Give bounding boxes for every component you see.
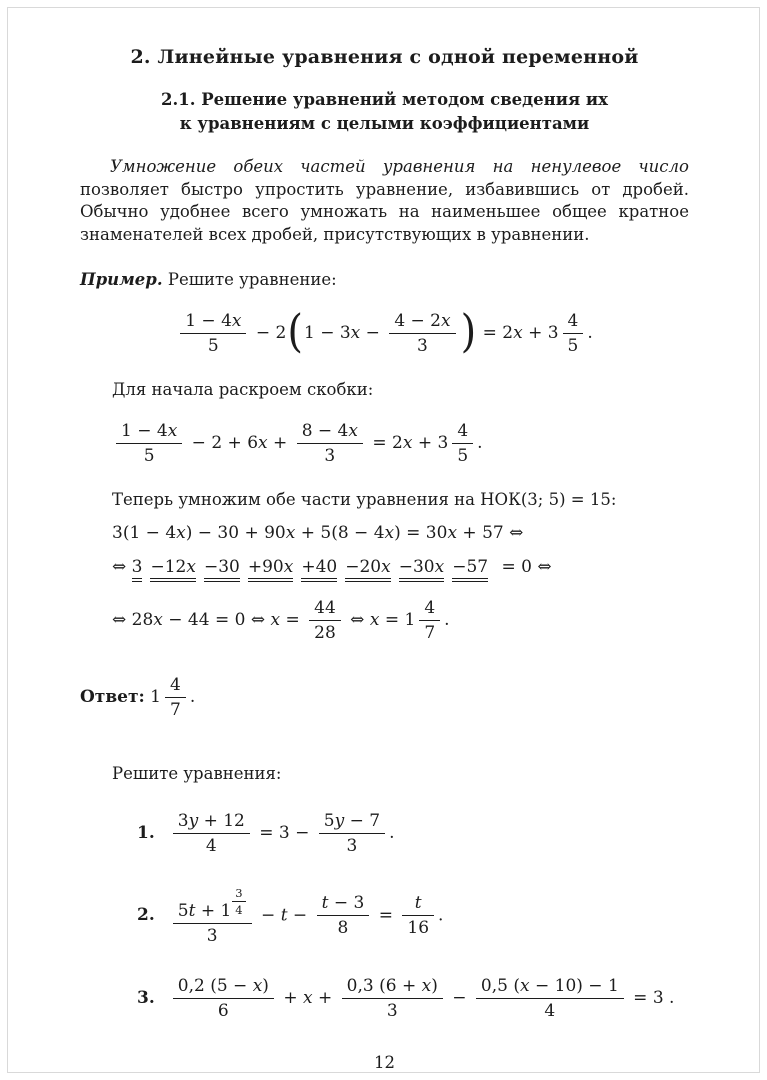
chain-row-1 (112, 523, 689, 543)
math-segment: . (477, 432, 483, 453)
math-segment: = (373, 905, 399, 926)
fraction: $\frac{4}{7}$ (165, 675, 186, 720)
cancelled-term: −30x (399, 557, 444, 582)
problem-2 (137, 884, 689, 948)
math-segment: 3(1 − 4x) − 30 + 90x + 5(8 − 4x) = 30x + 57 ⇔ (112, 522, 524, 543)
math-segment: 5t + 1 (177, 900, 232, 921)
cancelled-term: −20x (345, 557, 390, 582)
cancelled-term: −12x (150, 557, 195, 582)
fraction: $\frac{0,3 (6 + x)}{3}$ (342, 976, 443, 1021)
answer-label: Ответ: (80, 686, 145, 707)
intro-italic-text: Умножение обеих частей уравнения на ненулевое число (110, 156, 689, 176)
problem-number: 3. (137, 987, 155, 1008)
chapter-title: 2. Линейные уравнения с одной переменной (130, 46, 639, 68)
math-segment: ⇔ x = 1 (344, 609, 416, 630)
fraction: $\frac{4}{7}$ (419, 598, 440, 643)
fraction: $\frac{1 - 4x}{5}$ (180, 311, 246, 356)
intro-rest-text: позволяет быстро упростить уравнение, избавившись от дробей. Обычно удобнее всего умножать на наименьшее общее кратное знаменателей всех дробей, присутствующих в уравнении. (80, 179, 689, 245)
nested-fraction: $\frac{3}{4}$ (232, 886, 245, 917)
section-title (80, 88, 689, 136)
math-segment: 1 (144, 686, 162, 707)
page-number: 12 (374, 1052, 395, 1072)
chain-row-2 (112, 557, 689, 582)
math-segment: ⇔ (112, 556, 132, 577)
cancelled-term: +90x (248, 557, 293, 582)
math-segment: . (438, 905, 444, 926)
step1-text: Для начала раскроем скобки: (112, 379, 374, 399)
fraction: $\frac{1 - 4x}{5}$ (116, 421, 182, 466)
example-label: Пример. (80, 269, 163, 289)
math-segment: ⇔ 28x − 44 = 0 ⇔ x = (112, 609, 306, 630)
exercises-prompt: Решите уравнения: (112, 763, 282, 783)
problem-1 (137, 809, 689, 858)
fraction: $\frac{0,5 (x - 10) - 1}{4}$ (476, 976, 624, 1021)
fraction: $\frac{4}{5}$ (563, 311, 584, 356)
math-segment: − 2 + 6x + (186, 432, 293, 453)
problem-3 (137, 974, 689, 1023)
fraction: $\frac{5y - 7}{3}$ (319, 811, 385, 856)
math-segment: 1 − 3x − (303, 322, 386, 343)
step2-text: Теперь умножим обе части уравнения на НОК(3; 5) = 15: (112, 489, 617, 509)
math-segment: − 2 (250, 322, 287, 343)
fraction: $\frac{0,2 (5 - x)}{6}$ (173, 976, 274, 1021)
section-title-line2: к уравнениям с целыми коэффициентами (179, 113, 590, 133)
cancelled-term: +40 (301, 557, 337, 582)
math-segment: − t − (255, 905, 313, 926)
cancelled-term: −30 (204, 557, 240, 582)
math-segment: = 2x + 3 (366, 432, 449, 453)
fraction: $\frac{44}{28}$ (309, 598, 341, 643)
answer-line (80, 673, 689, 722)
math-segment: . (587, 322, 593, 343)
right-paren: ) (460, 306, 477, 359)
chain-row-3 (112, 596, 689, 645)
problem-number: 2. (137, 905, 155, 926)
fraction: $\frac{t - 3}{8}$ (317, 893, 370, 938)
problem-number: 1. (137, 822, 155, 843)
cancelled-term: −57 (452, 557, 488, 582)
math-segment: = 3 . (627, 987, 675, 1008)
fraction: $\frac{8 - 4x}{3}$ (297, 421, 363, 466)
math-segment: − (446, 987, 472, 1008)
example-prompt: Решите уравнение: (162, 269, 337, 289)
math-segment: = 0 ⇔ (501, 556, 552, 577)
fraction: $\frac{4 - 2x}{3}$ (389, 311, 455, 356)
math-segment: . (444, 609, 450, 630)
math-segment: . (389, 822, 395, 843)
math-segment: = 2x + 3 (477, 322, 559, 343)
fraction: $\frac{3y + 12}{4}$ (173, 811, 250, 856)
section-title-line1: 2.1. Решение уравнений методом сведения их (161, 90, 608, 109)
equation-main (80, 306, 689, 359)
fraction: $\frac{t}{16}$ (402, 893, 434, 938)
intro-paragraph (80, 156, 689, 247)
fraction: 5t + 1 $\frac{3}{4}$ 3 (173, 886, 252, 946)
math-segment: = 3 − (253, 822, 315, 843)
left-paren: ( (287, 306, 303, 359)
example-heading (80, 270, 689, 289)
cancelled-term: 3 (132, 557, 143, 582)
math-segment: . (189, 686, 196, 707)
equation-expanded (112, 419, 689, 468)
math-segment: + x + (277, 987, 338, 1008)
fraction: $\frac{4}{5}$ (452, 421, 473, 466)
